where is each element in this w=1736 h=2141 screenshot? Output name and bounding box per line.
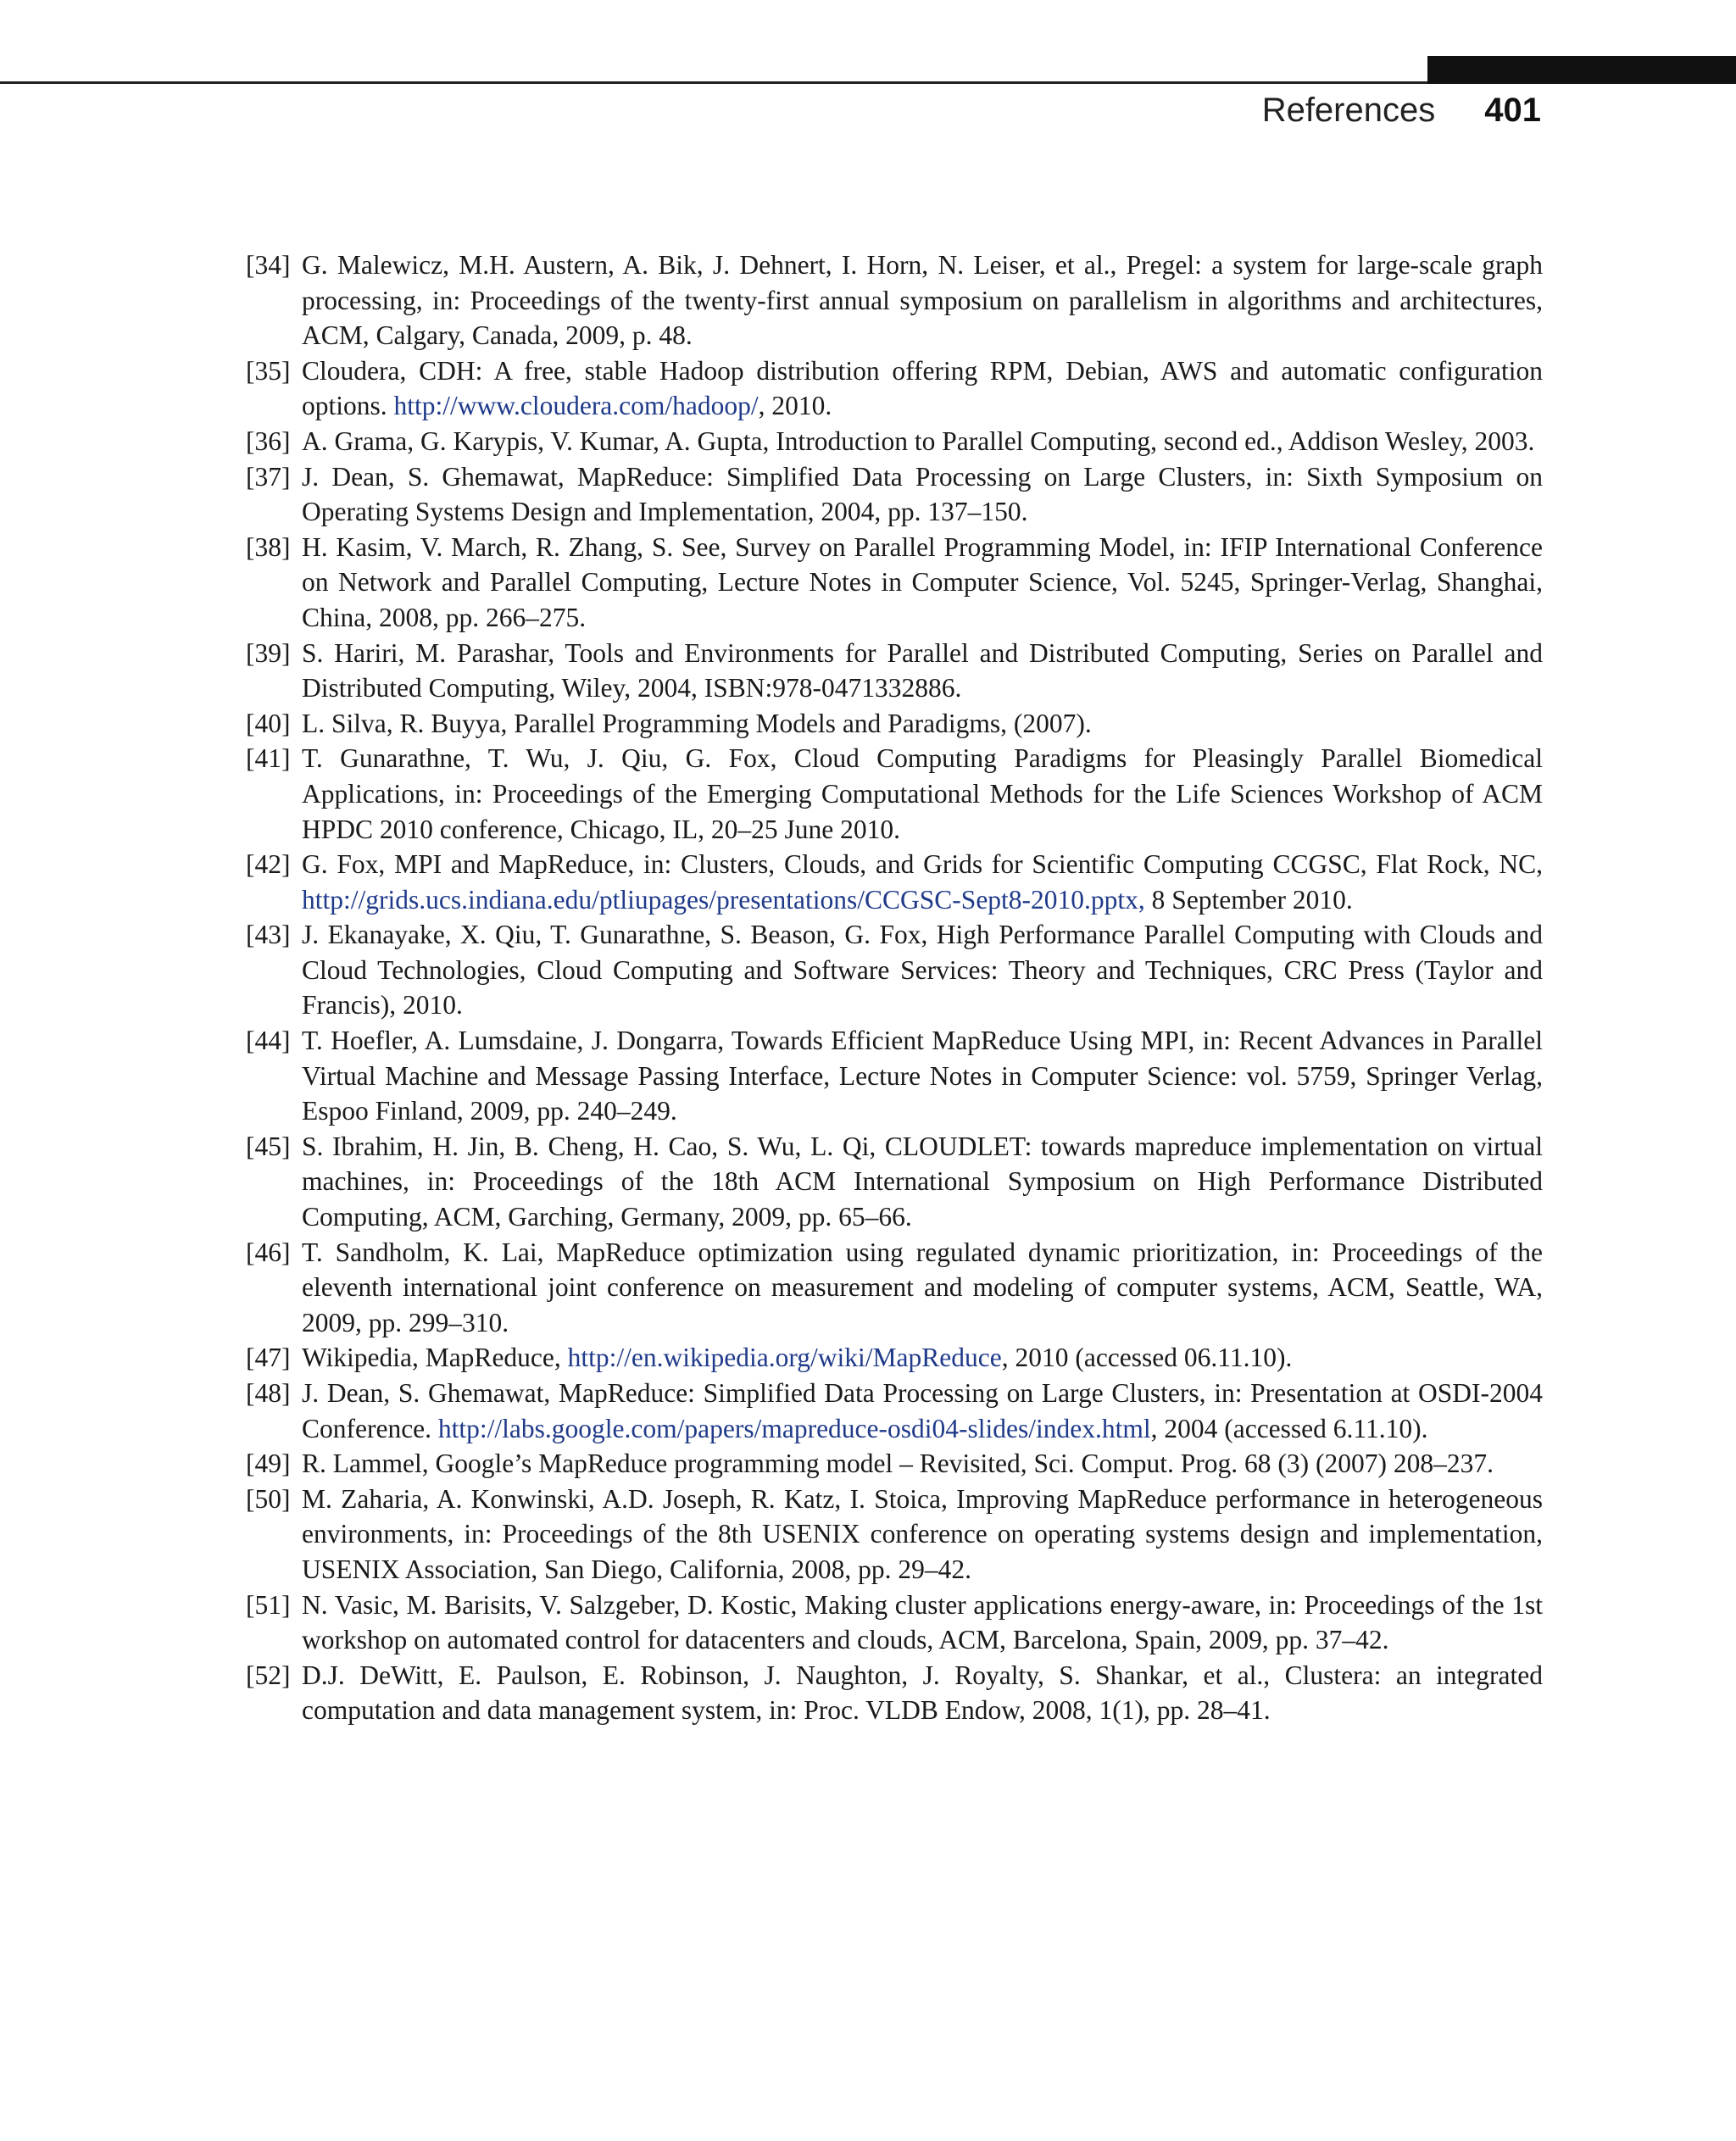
reference-number: [48] [246, 1378, 291, 1408]
reference-item [246, 917, 1543, 1023]
reference-item [246, 1376, 1543, 1446]
reference-item [246, 706, 1543, 742]
reference-link[interactable]: http://www.cloudera.com/hadoop/ [393, 391, 759, 421]
reference-text: S. Ibrahim, H. Jin, B. Cheng, H. Cao, S. Wu, L. Qi, CLOUDLET: towards mapreduce implementation on virtual machines, in: Proceedings of the 18th ACM International Symposium on High Performance Distributed Computing, ACM, Garching, Germany, 2009, pp. 65–66. [302, 1131, 1543, 1232]
reference-text: A. Grama, G. Karypis, V. Kumar, A. Gupta, Introduction to Parallel Computing, second ed., Addison Wesley, 2003. [302, 425, 1535, 456]
reference-text: G. Fox, MPI and MapReduce, in: Clusters, Clouds, and Grids for Scientific Computing CCGSC, Flat Rock, NC, [302, 849, 1543, 880]
reference-item [246, 1658, 1543, 1728]
reference-text-tail: , 2010. [758, 391, 832, 421]
reference-text: Wikipedia, MapReduce, [302, 1343, 568, 1373]
reference-item [246, 459, 1543, 530]
reference-text: L. Silva, R. Buyya, Parallel Programming Models and Paradigms, (2007). [302, 708, 1092, 738]
reference-item [246, 530, 1543, 636]
reference-item [246, 1235, 1543, 1341]
reference-link[interactable]: http://grids.ucs.indiana.edu/ptliupages/presentations/CCGSC-Sept8-2010.pptx, [302, 884, 1145, 915]
reference-text: N. Vasic, M. Barisits, V. Salzgeber, D. Kostic, Making cluster applications energy-aware, in: Proceedings of the 1st workshop on automated control for datacenters and clouds, ACM, Barcelona, Spain, 2009, pp. 37–42. [302, 1589, 1543, 1655]
reference-text-tail: 8 September 2010. [1144, 884, 1353, 915]
reference-link[interactable]: http://en.wikipedia.org/wiki/MapReduce [567, 1343, 1002, 1373]
reference-list [246, 247, 1543, 1728]
reference-number: [47] [246, 1343, 291, 1373]
reference-link[interactable]: http://labs.google.com/papers/mapreduce-osdi04-slides/index.html [437, 1413, 1151, 1443]
reference-number: [42] [246, 849, 291, 880]
reference-text: H. Kasim, V. March, R. Zhang, S. See, Survey on Parallel Programming Model, in: IFIP International Conference on Network and Parallel Computing, Lecture Notes in Computer Science, Vol. 5245, Springer-Verlag, Shanghai, China, 2008, pp. 266–275. [302, 531, 1543, 632]
reference-text: J. Dean, S. Ghemawat, MapReduce: Simplified Data Processing on Large Clusters, in: Presentation at OSDI-2004 Conference. [302, 1378, 1543, 1443]
reference-item [246, 247, 1543, 353]
running-title: References [1261, 92, 1436, 129]
reference-item [246, 1446, 1543, 1482]
reference-number: [39] [246, 637, 291, 668]
reference-number: [45] [246, 1131, 291, 1161]
reference-text: J. Dean, S. Ghemawat, MapReduce: Simplified Data Processing on Large Clusters, in: Sixth Symposium on Operating Systems Design and Implementation, 2004, pp. 137–150. [302, 461, 1543, 527]
reference-text: T. Gunarathne, T. Wu, J. Qiu, G. Fox, Cloud Computing Paradigms for Pleasingly Parallel Biomedical Applications, in: Proceedings of the Emerging Computational Methods for the Life Sciences Workshop of ACM HPDC 2010 conference, Chicago, IL, 20–25 June 2010. [302, 743, 1543, 844]
reference-text: S. Hariri, M. Parashar, Tools and Environments for Parallel and Distributed Computing, Series on Parallel and Distributed Computing, Wiley, 2004, ISBN:978-0471332886. [302, 637, 1543, 703]
reference-item [246, 1023, 1543, 1129]
reference-text-tail: , 2010 (accessed 06.11.10). [1001, 1343, 1293, 1373]
reference-number: [51] [246, 1589, 291, 1620]
reference-item [246, 1482, 1543, 1588]
reference-text: R. Lammel, Google’s MapReduce programming model – Revisited, Sci. Comput. Prog. 68 (3) (2007) 208–237. [302, 1449, 1494, 1479]
reference-number: [52] [246, 1660, 291, 1690]
reference-item [246, 741, 1543, 847]
reference-number: [34] [246, 250, 291, 280]
reference-item [246, 353, 1543, 424]
reference-number: [44] [246, 1026, 291, 1056]
reference-number: [46] [246, 1237, 291, 1267]
reference-text: T. Hoefler, A. Lumsdaine, J. Dongarra, Towards Efficient MapReduce Using MPI, in: Recent Advances in Parallel Virtual Machine and Message Passing Interface, Lecture Notes in Computer Science: vol. 5759, Springer Verlag, Espoo Finland, 2009, pp. 240–249. [302, 1026, 1543, 1126]
reference-number: [41] [246, 743, 291, 774]
reference-item [246, 1588, 1543, 1658]
reference-number: [38] [246, 531, 291, 562]
reference-item [246, 424, 1543, 459]
reference-number: [50] [246, 1483, 291, 1514]
reference-item [246, 847, 1543, 917]
reference-item [246, 1129, 1543, 1235]
reference-number: [40] [246, 708, 291, 738]
reference-number: [36] [246, 425, 291, 456]
reference-number: [37] [246, 461, 291, 492]
reference-text: G. Malewicz, M.H. Austern, A. Bik, J. Dehnert, I. Horn, N. Leiser, et al., Pregel: a system for large-scale graph processing, in: Proceedings of the twenty-first annual symposium on parallelism in algorithms and architectures, ACM, Calgary, Canada, 2009, p. 48. [302, 250, 1543, 351]
reference-text: M. Zaharia, A. Konwinski, A.D. Joseph, R. Katz, I. Stoica, Improving MapReduce performance in heterogeneous environments, in: Proceedings of the 8th USENIX conference on operating systems design and implementation, USENIX Association, San Diego, California, 2008, pp. 29–42. [302, 1483, 1543, 1584]
reference-item [246, 636, 1543, 706]
reference-number: [49] [246, 1449, 291, 1479]
running-head [1262, 92, 1541, 130]
reference-text-tail: , 2004 (accessed 6.11.10). [1150, 1413, 1428, 1443]
reference-item [246, 1340, 1543, 1376]
page-number: 401 [1484, 92, 1541, 129]
reference-number: [43] [246, 920, 291, 950]
reference-number: [35] [246, 355, 291, 386]
reference-text: Cloudera, CDH: A free, stable Hadoop distribution offering RPM, Debian, AWS and automatic configuration options. [302, 355, 1543, 421]
reference-text: T. Sandholm, K. Lai, MapReduce optimization using regulated dynamic prioritization, in: Proceedings of the eleventh international joint conference on measurement and modeling of computer systems, ACM, Seattle, WA, 2009, pp. 299–310. [302, 1237, 1543, 1337]
reference-text: J. Ekanayake, X. Qiu, T. Gunarathne, S. Beason, G. Fox, High Performance Parallel Computing with Clouds and Cloud Technologies, Cloud Computing and Software Services: Theory and Techniques, CRC Press (Taylor and Francis), 2010. [302, 920, 1543, 1020]
reference-text: D.J. DeWitt, E. Paulson, E. Robinson, J. Naughton, J. Royalty, S. Shankar, et al., Clustera: an integrated computation and data management system, in: Proc. VLDB Endow, 2008, 1(1), pp. 28–41. [302, 1660, 1543, 1726]
header-tab-bar [1427, 56, 1736, 84]
